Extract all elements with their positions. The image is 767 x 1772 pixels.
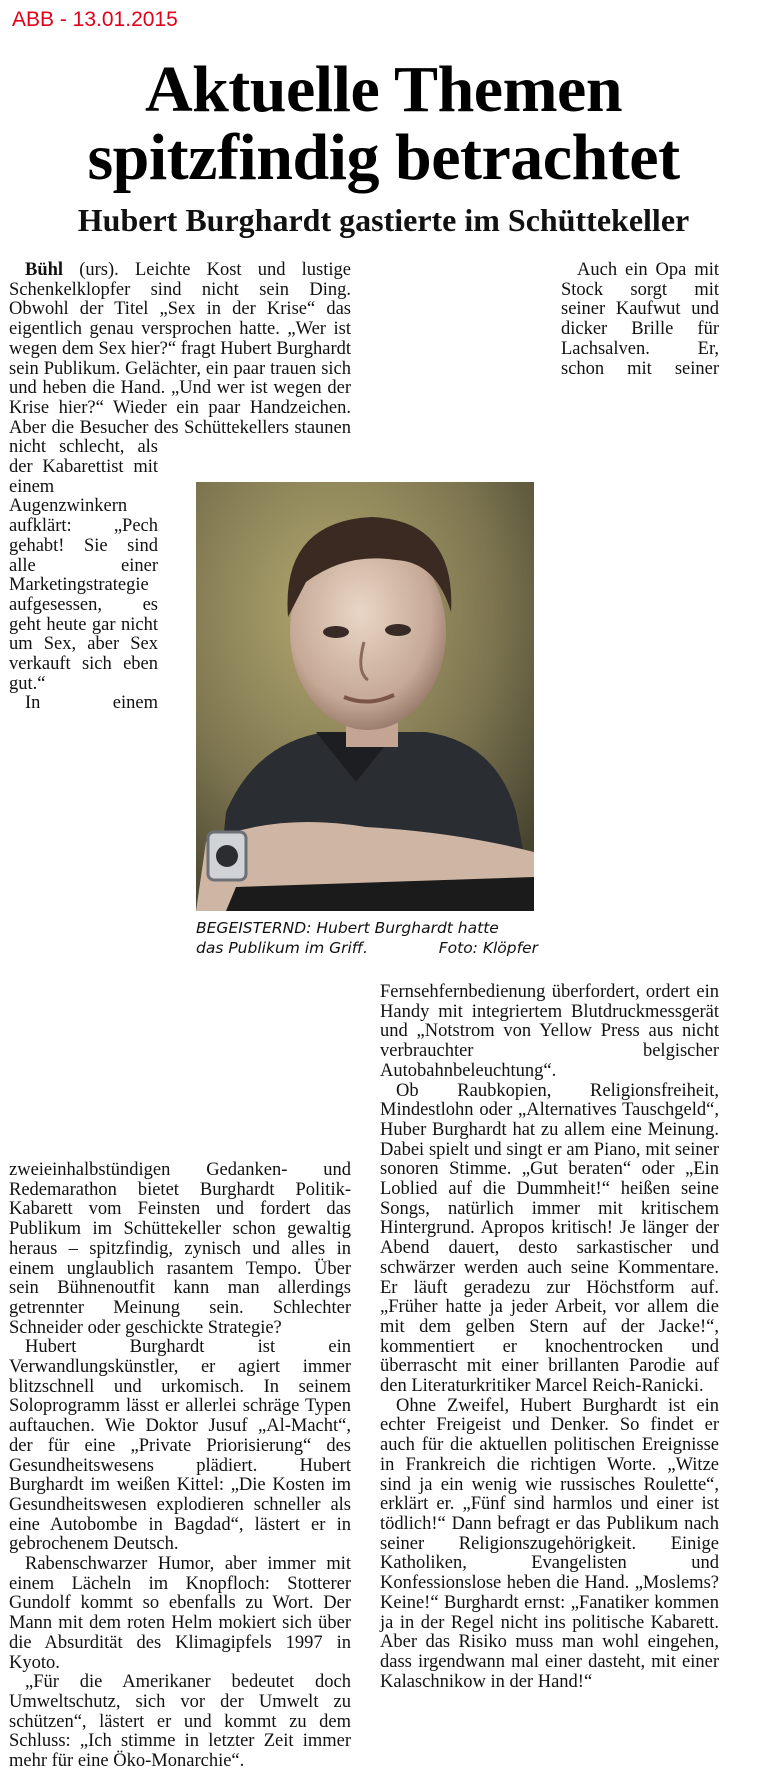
headline-line-1: Aktuelle Themen [144,53,623,126]
article-paragraph: Ob Raubkopien, Religionsfreiheit, Mindestlohn oder „Alternatives Tauschgeld“, Huber Burghardt hat zu allem eine Meinung. Dabei spielt und singt er am Piano, mit seiner sonoren Stimme. „Gut beraten“ oder „Ein Loblied auf die Dummheit!“ heißen seine Songs, natürlich immer mit kritischem Hintergrund. Apropos kritisch! Je länger der Abend dauert, desto sarkastischer und schwärzer werden auch seine Kommentare. Er läuft geradezu zur Höchstform auf. „Früher hatte ja jeder Arbeit, vor allem die mit dem gelben Stern auf der Jacke!“, kommentiert er knochentrocken und überrascht mit einer brillanten Parodie auf den Literaturkritiker Marcel Reich-Ranicki. [380,1080,719,1397]
caption-line: BEGEISTERND: Hubert Burghardt hatte [196,919,499,937]
photo-credit: Foto: Klöpfer [438,939,538,957]
paragraph-text: (urs). Leichte Kost und lustige Schenkelklopfer sind nicht sein Ding. Obwohl der Titel „Sex in der Krise“ das eigentlich genau versprochen hatte. „Wer ist wegen dem Sex hier?“ fragt Hubert Burghardt sein Publikum. Gelächter, ein paar trauen sich und heben die Hand. „Und wer ist wegen der Krise hier?“ Wieder ein paar Handzeichen. Aber die Besucher des Schüttekellers staunen nicht schlecht, als der Kabarettist mit einem Augenzwinkern aufklärt: „Pech gehabt! Sie sind alle einer Marketingstrategie aufgesessen, es geht heute gar nicht um Sex, aber Sex verkauft sich eben gut.“ [9,260,351,694]
article-paragraph: Ohne Zweifel, Hubert Burghardt ist ein echter Freigeist und Denker. So findet er auch für die aktuellen politischen Ereignisse in Frankreich die richtigen Worte. „Witze sind ja ein wenig wie russisches Roulette“, erklärt er. „Fünf sind harmlos und einer ist tödlich!“ Dann befragt er das Publikum nach seiner Religionszugehörigkeit. Einige Katholiken, Evangelisten und Konfessionslose heben die Hand. „Moslems? Keine!“ Burghardt ernst: „Fanatiker kommen ja in der Regel nicht ins politische Kabarett. Aber das Risiko muss man wohl eingehen, dass irgendwann mal einer dasteht, mit einer Kalaschnikow in der Hand!“ [380,1395,719,1692]
article-paragraph: „Für die Amerikaner bedeutet doch Umweltschutz, sich vor der Umwelt zu schützen“, lästert er und kommt zu dem Schluss: „Ich stimme in letzter Zeit immer mehr für eine Öko-Monarchie“. [9,1672,351,1772]
source-label: ABB - 13.01.2015 [12,8,178,31]
article-photo [196,482,534,911]
subheadline: Hubert Burghardt gastierte im Schüttekeller [77,202,690,238]
article-paragraph: Rabenschwarzer Humor, aber immer mit einem Lächeln im Knopfloch: Stotterer Gundolf kommt so ebenfalls zu Wort. Der Mann mit dem roten Helm mokiert sich über die Absurdität des Klimagipfels 1997 in Kyoto. [9,1554,351,1673]
dateline: Bühl [25,260,64,280]
article-paragraph: Auch ein Opa mit Stock sorgt mit seiner Kaufwut und dicker Brille für Lachsalven. Er, schon mit seiner Fernsehfernbedienung überfordert, ordert ein Handy mit integriertem Blutdruckmessgerät und „Notstrom von Yellow Press aus nicht verbrauchter belgischer Autobahnbeleuchtung“. [380,260,719,1081]
article-paragraph: In einem zweieinhalbstündigen Gedanken- und Redemarathon bietet Burghardt Politik-Kabarett vom Feinsten und fordert das Publikum im Schüttekeller schon gewaltig heraus – spitzfindig, zynisch und alles in einem unglaublich rasantem Tempo. Über sein Bühnenoutfit kann man allerdings getrennter Meinung sein. Schlechter Schneider oder geschickte Strategie? [9,693,351,1338]
portrait-illustration [196,482,534,911]
photo-caption [196,918,538,958]
article-column-right [380,261,719,1692]
article-paragraph: Hubert Burghardt ist ein Verwandlungskünstler, er agiert immer blitzschnell und urkomisch. In seinem Soloprogramm lässt er allerlei schräge Typen auftauchen. Wie Doktor Jusuf „Al-Macht“, der für eine „Private Priorisierung“ des Gesundheitswesens plädiert. Hubert Burghardt im weißen Kittel: „Die Kosten im Gesundheitswesen explodieren schneller als eine Autobombe in Bagdad“, lästert er in gebrochenem Deutsch. [9,1337,351,1555]
headline-line-2: spitzfindig betrachtet [87,121,680,194]
caption-line: das Publikum im Griff. [196,939,368,957]
